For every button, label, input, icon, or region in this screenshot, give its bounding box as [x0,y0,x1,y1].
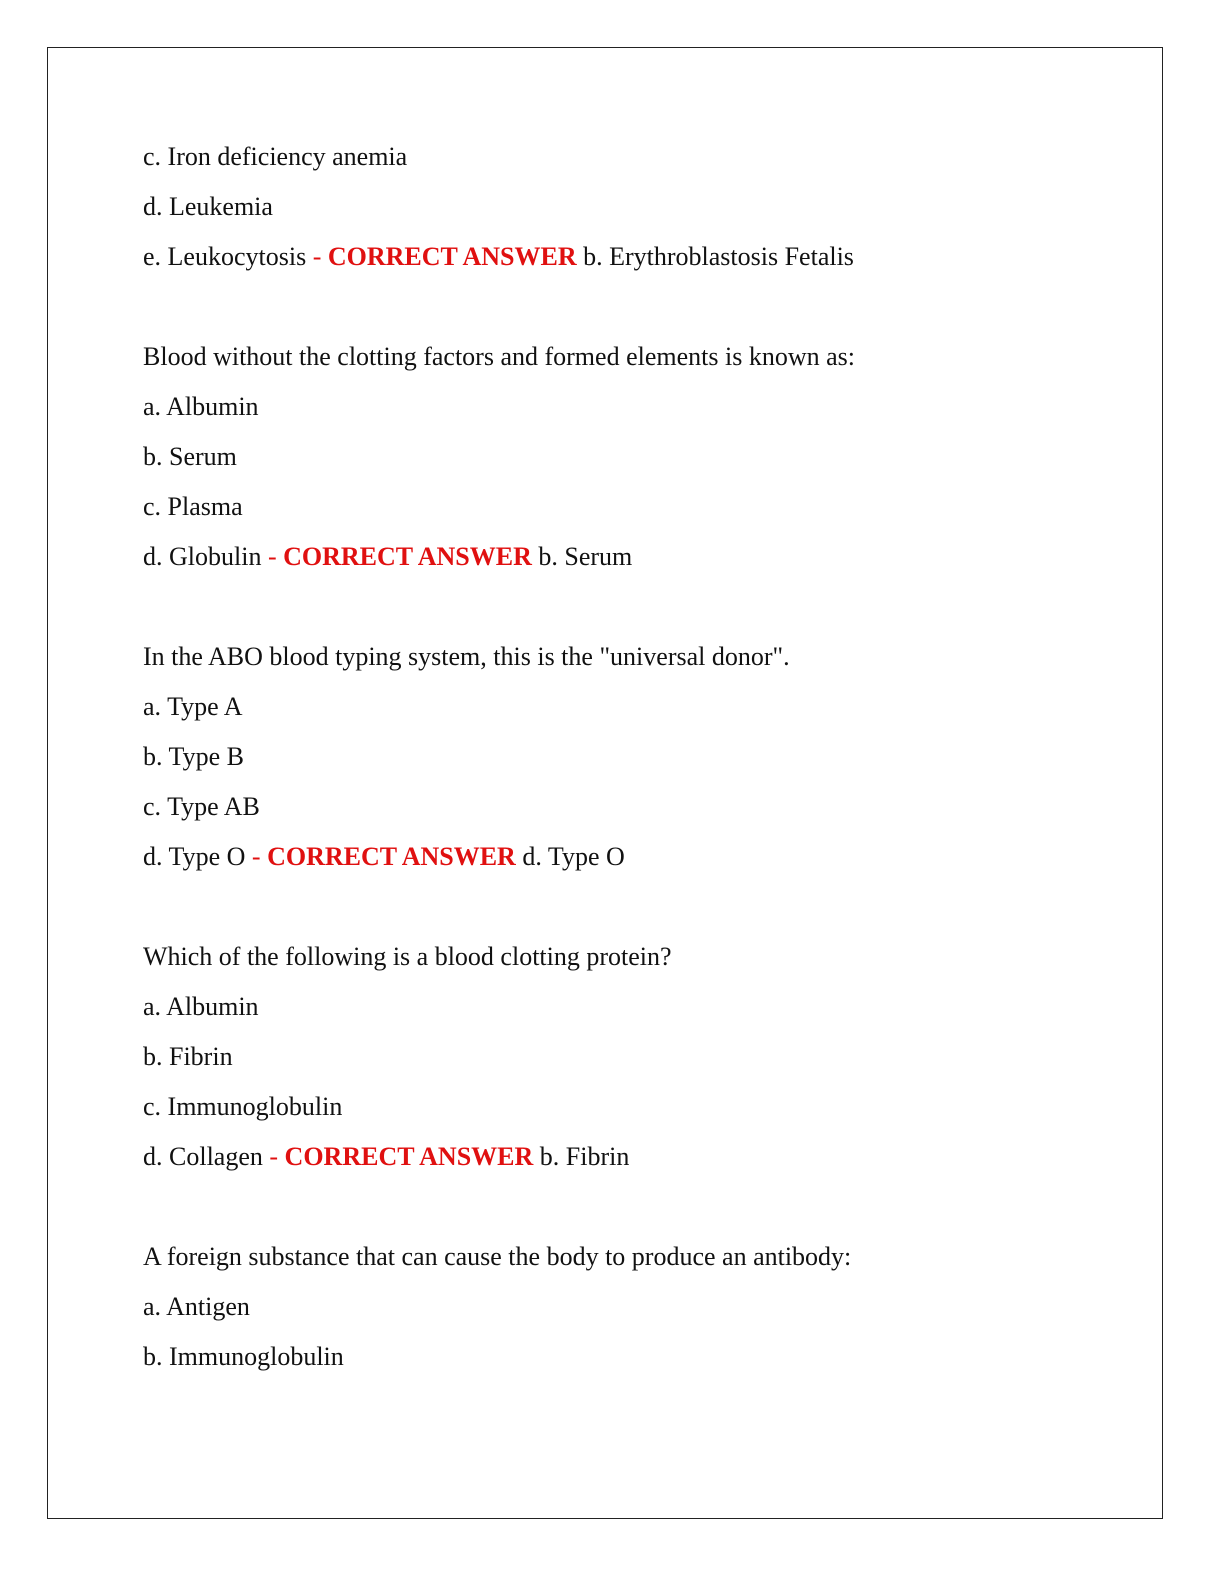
option-text: d. Collagen [143,1142,263,1171]
correct-answer-text: b. Serum [538,542,633,571]
answer-separator: - [267,542,284,571]
option-line-with-answer [143,242,1123,272]
correct-answer-tag: CORRECT ANSWER [283,542,532,571]
question-block [143,642,1123,872]
correct-answer-text: b. Erythroblastosis Fetalis [583,242,854,271]
correct-answer-text: b. Fibrin [539,1142,630,1171]
question-text: A foreign substance that can cause the body to produce an antibody: [143,1242,852,1271]
question-block [143,342,1123,572]
option-text: d. Globulin [143,542,262,571]
option-line: b. Immunoglobulin [143,1342,344,1371]
option-line: a. Albumin [143,392,259,421]
question-text: Which of the following is a blood clotting protein? [143,942,672,971]
question-text: In the ABO blood typing system, this is the "universal donor". [143,642,790,671]
answer-separator: - [251,842,268,871]
option-line: c. Iron deficiency anemia [143,142,408,171]
correct-answer-tag: CORRECT ANSWER [267,842,516,871]
question-block [143,1242,1123,1372]
option-line: b. Serum [143,442,237,471]
answer-separator: - [312,242,328,271]
option-text: e. Leukocytosis [143,242,307,271]
question-block [143,942,1123,1172]
option-line: c. Plasma [143,492,243,521]
answer-separator: - [269,1142,285,1171]
correct-answer-tag: CORRECT ANSWER [284,1142,534,1171]
option-line: c. Immunoglobulin [143,1092,343,1121]
option-line: b. Type B [143,742,244,771]
option-line: a. Type A [143,692,243,721]
option-line-with-answer [143,1142,1123,1172]
option-line-with-answer [143,542,1123,572]
correct-answer-tag: CORRECT ANSWER [327,242,577,271]
option-line: a. Antigen [143,1292,250,1321]
question-block [143,142,1123,272]
option-text: d. Type O [143,842,246,871]
question-text: Blood without the clotting factors and formed elements is known as: [143,342,855,371]
option-line: d. Leukemia [143,192,273,221]
option-line: a. Albumin [143,992,259,1021]
option-line-with-answer [143,842,1123,872]
document-body [143,142,1123,1392]
option-line: c. Type AB [143,792,260,821]
correct-answer-text: d. Type O [522,842,625,871]
option-line: b. Fibrin [143,1042,233,1071]
